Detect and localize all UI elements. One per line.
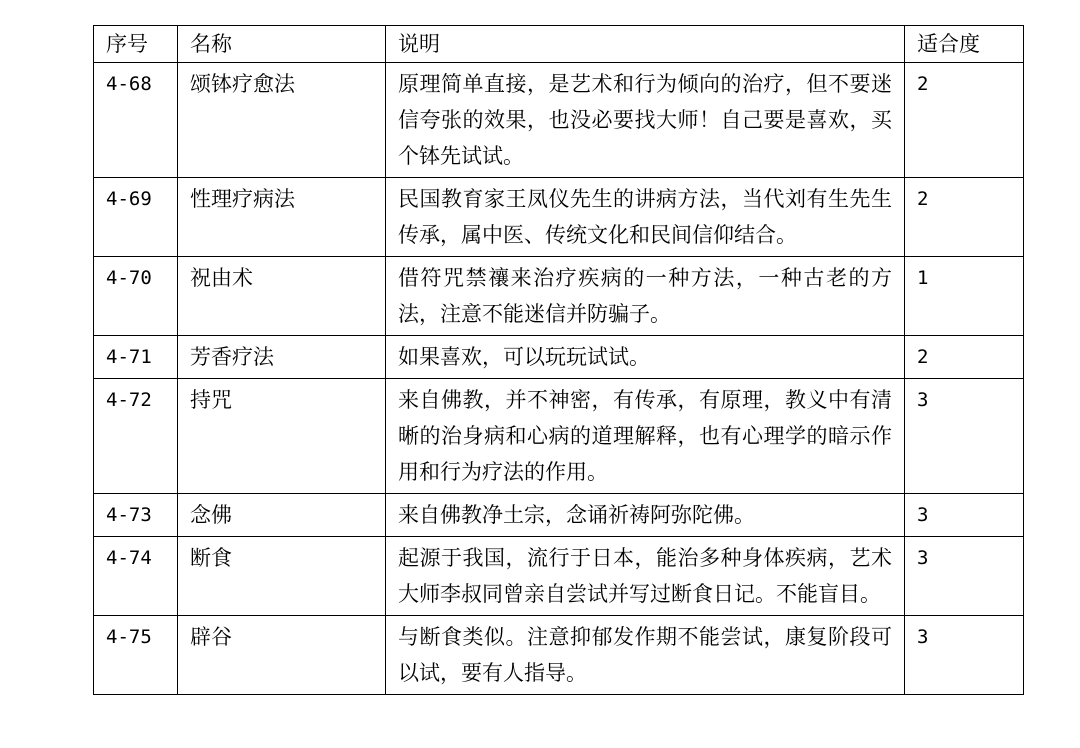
row-desc: 与断食类似。注意抑郁发作期不能尝试，康复阶段可以试，要有人指导。 xyxy=(386,616,905,695)
row-name: 念佛 xyxy=(178,494,386,537)
row-fit: 1 xyxy=(905,257,1024,336)
row-name: 颂钵疗愈法 xyxy=(178,63,386,178)
row-name: 芳香疗法 xyxy=(178,336,386,379)
row-desc: 如果喜欢，可以玩玩试试。 xyxy=(386,336,905,379)
row-name: 持咒 xyxy=(178,379,386,494)
row-fit: 2 xyxy=(905,178,1024,257)
row-desc: 起源于我国，流行于日本，能治多种身体疾病，艺术大师李叔同曾亲自尝试并写过断食日记。不能盲目。 xyxy=(386,537,905,616)
row-name: 辟谷 xyxy=(178,616,386,695)
therapy-table xyxy=(93,25,1024,695)
row-id: 4-73 xyxy=(94,494,178,537)
header-fit: 适合度 xyxy=(905,26,1024,63)
table-row xyxy=(94,336,1024,379)
table-row xyxy=(94,494,1024,537)
row-fit: 2 xyxy=(905,336,1024,379)
row-fit: 3 xyxy=(905,537,1024,616)
header-id: 序号 xyxy=(94,26,178,63)
row-id: 4-70 xyxy=(94,257,178,336)
row-name: 断食 xyxy=(178,537,386,616)
row-desc: 来自佛教净土宗，念诵祈祷阿弥陀佛。 xyxy=(386,494,905,537)
row-name: 祝由术 xyxy=(178,257,386,336)
header-row xyxy=(94,26,1024,63)
row-id: 4-69 xyxy=(94,178,178,257)
row-desc: 原理简单直接，是艺术和行为倾向的治疗，但不要迷信夸张的效果，也没必要找大师！自己要是喜欢，买个钵先试试。 xyxy=(386,63,905,178)
header-name: 名称 xyxy=(178,26,386,63)
table-row xyxy=(94,178,1024,257)
row-id: 4-75 xyxy=(94,616,178,695)
table-row xyxy=(94,257,1024,336)
row-id: 4-74 xyxy=(94,537,178,616)
table-row xyxy=(94,379,1024,494)
header-desc: 说明 xyxy=(386,26,905,63)
row-desc: 民国教育家王凤仪先生的讲病方法，当代刘有生先生传承，属中医、传统文化和民间信仰结合。 xyxy=(386,178,905,257)
row-fit: 3 xyxy=(905,379,1024,494)
row-fit: 2 xyxy=(905,63,1024,178)
row-desc: 借符咒禁禳来治疗疾病的一种方法，一种古老的方法，注意不能迷信并防骗子。 xyxy=(386,257,905,336)
table-row xyxy=(94,537,1024,616)
row-name: 性理疗病法 xyxy=(178,178,386,257)
row-id: 4-72 xyxy=(94,379,178,494)
row-fit: 3 xyxy=(905,494,1024,537)
row-desc: 来自佛教，并不神密，有传承，有原理，教义中有清晰的治身病和心病的道理解释，也有心理学的暗示作用和行为疗法的作用。 xyxy=(386,379,905,494)
table-row xyxy=(94,63,1024,178)
row-id: 4-71 xyxy=(94,336,178,379)
row-fit: 3 xyxy=(905,616,1024,695)
row-id: 4-68 xyxy=(94,63,178,178)
table-row xyxy=(94,616,1024,695)
